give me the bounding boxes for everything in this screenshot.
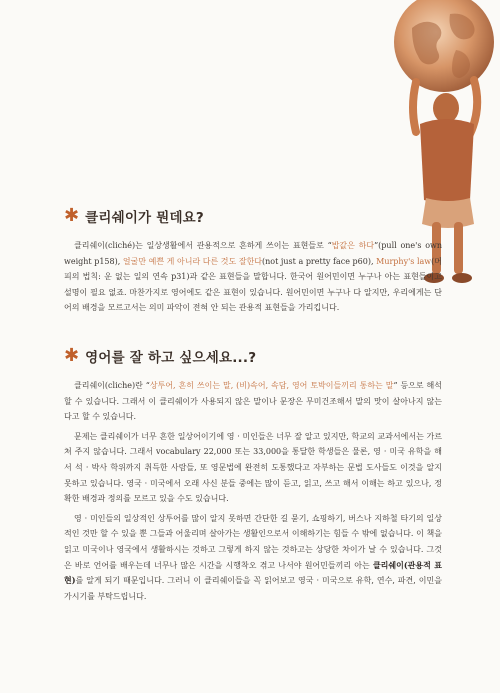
- highlight-text: 밥값은 하다: [331, 241, 375, 250]
- paragraph: [64, 511, 442, 605]
- text-run: ”(pull one's own weight p158),: [64, 241, 443, 266]
- section-what-is-cliche: [64, 206, 442, 320]
- text-run: 영 · 미인들의 일상적인 상투어를 많이 알지 못하면 간단한 길 묻기, 쇼핑하기, 버스나 지하철 타기의 일상적인 것만 할 수 있을 뿐 그들과 어울리며 살아가는 생활인으로서 이해하기는 힘들 수 밖에 없습니다. 이 책을 읽고 미국이나 영국에서 생활하시는 것하고 그렇게 하지 않는 것하고는 상당한 차이가 날 수 있습니다. 그것은 바로 언어를 배우는데 너무나 많은 시간을 시행착오 겪고 나서야 원어민들끼리 아는: [64, 513, 442, 570]
- text-run: 문제는 클리쉐이가 너무 흔한 일상어이기에 영 · 미인들은 너무 잘 알고 있지만, 학교의 교과서에서는 가르쳐 주지 않습니다. 그래서 vocabulary 22,000 또는 33,000을 통달한 학생들은 물론, 영 · 미국 유학을 해서 석 · 박사 학위까지 취득한 사람들, 또 영문법에 완전히 도통했다고 자부하는 문법 도사들도 이것을 알지 못하고 있습니다. 영국 · 미국에서 오래 사신 분들 중에는 많이 듣고, 읽고, 쓰고 해서 이해는 하고 있으나, 정확한 배경과 정의를 모르고 있을 수도 있습니다.: [64, 431, 442, 504]
- text-run: (머피의 법칙: 운 없는 일의 연속 p31)과 같은 표현들을 말합니다. 한국어 원어민이면 누구나 아는 표현들이고 설명이 필요 없죠. 마찬가지로 영어에도 같은 표현이 있습니다. 원어민이면 누구나 다 알지만, 우리에게는 단어의 배경을 모르고서는 의미 파악이 전혀 안 되는 관용적 표현들을 가리킵니다.: [64, 256, 443, 313]
- paragraph: [64, 378, 442, 425]
- section-heading: [64, 206, 442, 226]
- asterisk-icon: ✱: [64, 345, 80, 366]
- text-run: 를 알게 되기 때문입니다. 그러니 이 클리쉐이들을 꼭 읽어보고 영국 · 미국으로 유학, 연수, 파견, 이민을 가시기를 부탁드립니다.: [64, 576, 442, 601]
- text-run: 클리쉐이(cliche)란 “: [74, 381, 150, 390]
- section-heading: [64, 346, 442, 366]
- section-want-good-english: [64, 346, 442, 608]
- text-run: ” 등으로 해석 할 수 있습니다. 그래서 이 클리쉐이가 사용되지 않은 말이나 문장은 무미건조해서 말의 맛이 살아나지 않는다고 할 수 있습니다.: [64, 381, 442, 422]
- section-title: 영어를 잘 하고 싶으세요...?: [85, 350, 257, 366]
- text-run: 클리쉐이(cliché)는 일상생활에서 관용적으로 흔하게 쓰이는 표현들로 “: [74, 241, 332, 250]
- highlight-text: 상투어, 흔히 쓰이는 말, (비)속어, 속담, 영어 토박이들끼리 통하는 말: [149, 381, 394, 390]
- text-run: (not just a pretty face p60),: [262, 256, 377, 266]
- paragraph: [64, 238, 442, 316]
- asterisk-icon: ✱: [64, 205, 80, 226]
- highlight-text: 얼굴만 예쁜 게 아니라 다른 것도 잘한다: [122, 256, 263, 266]
- bold-text: 클리쉐이(관용적 표현): [64, 559, 442, 586]
- paragraph: [64, 429, 442, 507]
- section-title: 클리쉐이가 뭔데요?: [85, 210, 204, 226]
- highlight-text: Murphy's law: [376, 256, 432, 266]
